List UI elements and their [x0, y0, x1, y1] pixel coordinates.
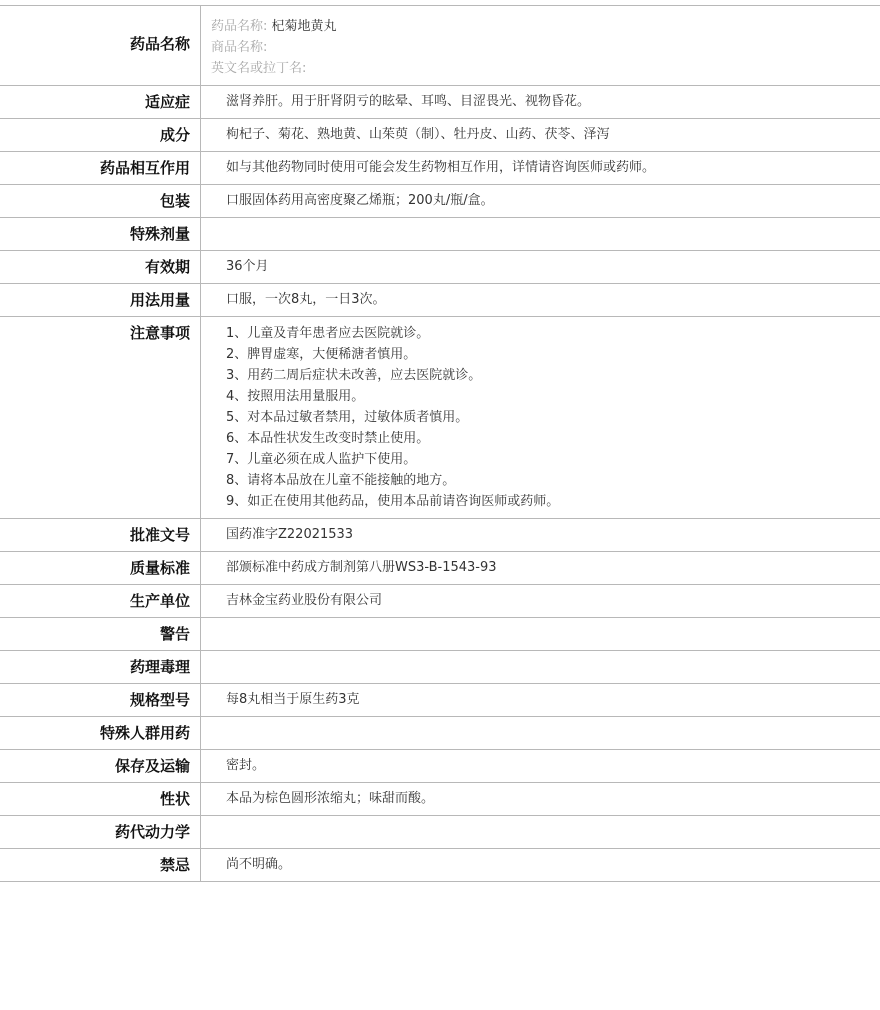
row-value: 滋肾养肝。用于肝肾阴亏的眩晕、耳鸣、目涩畏光、视物昏花。 — [226, 94, 591, 109]
generic-name-line — [211, 16, 880, 37]
spec-row-packaging — [0, 185, 880, 218]
list-item: 7、儿童必须在成人监护下使用。 — [226, 452, 417, 467]
list-item: 5、对本品过敏者禁用，过敏体质者慎用。 — [226, 410, 469, 425]
spec-row-appearance — [0, 783, 880, 816]
row-label: 性状 — [0, 783, 201, 816]
drug-spec-table — [0, 5, 880, 882]
trade-name-label: 商品名称: — [211, 40, 268, 55]
spec-row-drug-name — [0, 6, 880, 86]
spec-row-approval-number — [0, 519, 880, 552]
precautions-list — [226, 323, 880, 512]
spec-row-pharmacokinetics — [0, 816, 880, 849]
row-label: 包装 — [0, 185, 201, 218]
list-item: 6、本品性状发生改变时禁止使用。 — [226, 431, 430, 446]
row-label: 质量标准 — [0, 552, 201, 585]
row-label: 特殊人群用药 — [0, 717, 201, 750]
row-label: 禁忌 — [0, 849, 201, 882]
row-label: 适应症 — [0, 86, 201, 119]
row-label: 药理毒理 — [0, 651, 201, 684]
row-value — [201, 6, 880, 86]
row-label: 规格型号 — [0, 684, 201, 717]
row-label: 药代动力学 — [0, 816, 201, 849]
row-value — [201, 218, 880, 251]
english-name-label: 英文名或拉丁名: — [211, 61, 307, 76]
row-value: 36个月 — [226, 259, 269, 274]
list-item: 3、用药二周后症状未改善，应去医院就诊。 — [226, 368, 482, 383]
generic-name-label: 药品名称: — [211, 19, 268, 34]
spec-row-usage — [0, 284, 880, 317]
spec-row-contraindications — [0, 849, 880, 882]
row-value: 部颁标准中药成方制剂第八册WS3-B-1543-93 — [226, 560, 497, 575]
row-value: 吉林金宝药业股份有限公司 — [226, 593, 383, 608]
spec-row-special-populations — [0, 717, 880, 750]
list-item: 9、如正在使用其他药品，使用本品前请咨询医师或药师。 — [226, 494, 560, 509]
row-value — [201, 651, 880, 684]
trade-name-line — [211, 37, 880, 58]
list-item: 1、儿童及青年患者应去医院就诊。 — [226, 326, 430, 341]
row-value: 本品为棕色圆形浓缩丸；味甜而酸。 — [226, 791, 435, 806]
spec-row-precautions — [0, 317, 880, 519]
row-label: 注意事项 — [0, 317, 201, 519]
row-label: 保存及运输 — [0, 750, 201, 783]
spec-row-storage — [0, 750, 880, 783]
spec-row-specification — [0, 684, 880, 717]
row-value: 口服固体药用高密度聚乙烯瓶；200丸/瓶/盒。 — [226, 193, 494, 208]
row-label: 成分 — [0, 119, 201, 152]
spec-row-quality-standard — [0, 552, 880, 585]
row-value — [201, 816, 880, 849]
row-label: 特殊剂量 — [0, 218, 201, 251]
spec-row-ingredients — [0, 119, 880, 152]
list-item: 8、请将本品放在儿童不能接触的地方。 — [226, 473, 456, 488]
row-value: 每8丸相当于原生药3克 — [226, 692, 360, 707]
list-item: 2、脾胃虚寒，大便稀溏者慎用。 — [226, 347, 417, 362]
row-value: 如与其他药物同时使用可能会发生药物相互作用，详情请咨询医师或药师。 — [226, 160, 656, 175]
row-value: 口服，一次8丸，一日3次。 — [226, 292, 386, 307]
spec-row-shelf-life — [0, 251, 880, 284]
row-label: 用法用量 — [0, 284, 201, 317]
spec-row-warning — [0, 618, 880, 651]
row-value: 枸杞子、菊花、熟地黄、山茱萸（制）、牡丹皮、山药、茯苓、泽泻 — [226, 127, 610, 142]
spec-row-pharmacology — [0, 651, 880, 684]
spec-row-manufacturer — [0, 585, 880, 618]
row-label: 有效期 — [0, 251, 201, 284]
row-value: 密封。 — [226, 758, 266, 773]
spec-row-indications — [0, 86, 880, 119]
row-label: 批准文号 — [0, 519, 201, 552]
spec-row-interactions — [0, 152, 880, 185]
row-value — [201, 317, 880, 519]
spec-row-special-dosage — [0, 218, 880, 251]
row-value: 国药准字Z22021533 — [226, 527, 354, 542]
english-name-line — [211, 58, 880, 79]
list-item: 4、按照用法用量服用。 — [226, 389, 365, 404]
row-label: 警告 — [0, 618, 201, 651]
row-label: 药品名称 — [0, 6, 201, 86]
generic-name-value: 杞菊地黄丸 — [271, 19, 337, 34]
row-value: 尚不明确。 — [226, 857, 292, 872]
row-value — [201, 618, 880, 651]
row-label: 药品相互作用 — [0, 152, 201, 185]
row-label: 生产单位 — [0, 585, 201, 618]
row-value — [201, 717, 880, 750]
